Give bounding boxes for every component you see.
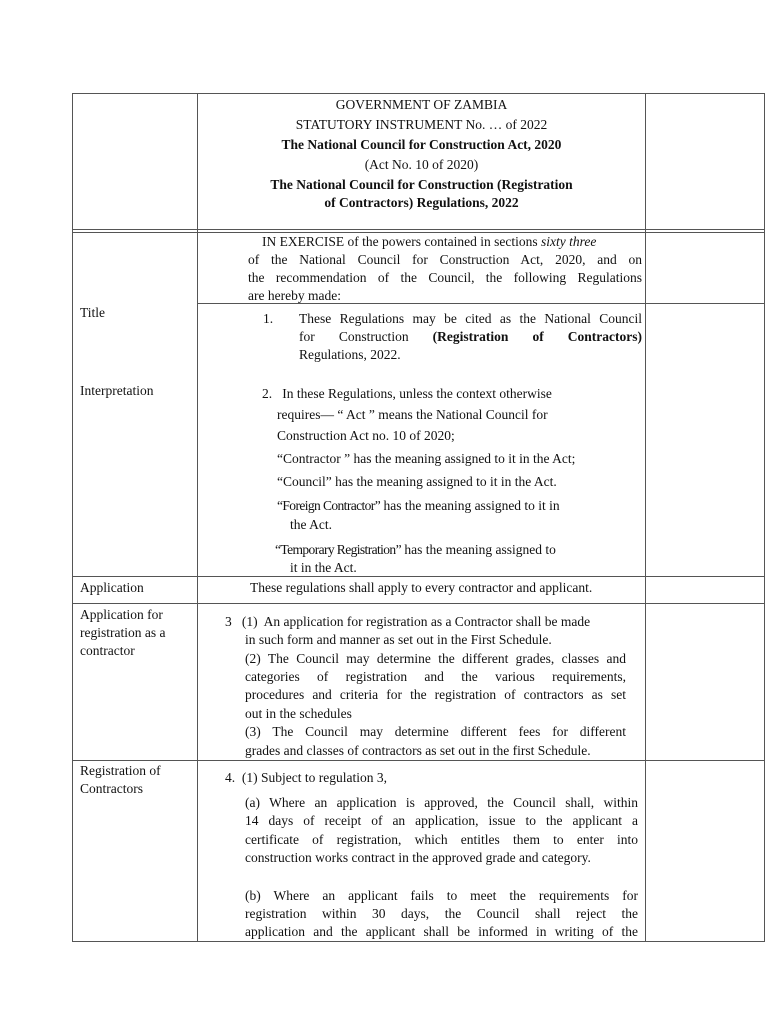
- preamble-line-1: IN EXERCISE of the powers contained in sections sixty three: [262, 234, 597, 249]
- preamble-line-3: the recommendation of the Council, the following Regulations: [248, 270, 642, 285]
- header-statutory-instrument: STATUTORY INSTRUMENT No. … of 2022: [295, 117, 548, 132]
- row-divider-app-reg: [72, 603, 765, 604]
- interpretation-line-2: requires— “ Act ” means the National Council for: [277, 407, 548, 422]
- registration-a-line-1: (a) Where an application is approved, the Council shall, within: [245, 795, 638, 810]
- app-reg-line-7: (3) The Council may determine different fees for different: [245, 724, 626, 739]
- margin-label-app-reg-2: registration as a: [80, 625, 166, 640]
- app-reg-line-1: 3 (1) An application for registration as a Contractor shall be made: [225, 614, 591, 629]
- interpretation-line-9: it in the Act.: [290, 560, 357, 575]
- app-reg-line-6: out in the schedules: [245, 706, 352, 721]
- registration-b-line-3: application and the applicant shall be informed in writing of the: [245, 924, 638, 939]
- table-border-right: [764, 93, 765, 942]
- preamble-line-2: of the National Council for Construction Act, 2020, and on: [248, 252, 642, 267]
- interpretation-line-3: Construction Act no. 10 of 2020;: [277, 428, 455, 443]
- header-act-name: The National Council for Construction Act, 2020: [281, 137, 562, 152]
- table-border-left: [72, 93, 73, 942]
- app-reg-line-4: categories of registration and the various requirements,: [245, 669, 626, 684]
- section-title-number: 1.: [263, 311, 274, 326]
- header-act-number: (Act No. 10 of 2020): [364, 157, 479, 172]
- interpretation-line-6: “Foreign Contractor” has the meaning assigned to it in: [277, 498, 560, 513]
- margin-label-application: Application: [80, 580, 144, 595]
- interpretation-line-8: “Temporary Registration” has the meaning assigned to: [275, 542, 556, 557]
- section-title-line-1: These Regulations may be cited as the National Council: [299, 311, 642, 326]
- margin-label-registration-1: Registration of: [80, 763, 161, 778]
- section-title-line-2: for Construction (Registration of Contractors): [299, 329, 642, 344]
- margin-label-app-reg-3: contractor: [80, 643, 135, 658]
- section-application-text: These regulations shall apply to every contractor and applicant.: [250, 580, 593, 595]
- header-regulations-title-1: The National Council for Construction (Registration: [270, 177, 573, 192]
- registration-a-line-3: certificate of registration, which entitles them to enter into: [245, 832, 638, 847]
- app-reg-line-8: grades and classes of contractors as set out in the first Schedule.: [245, 743, 591, 758]
- section-title-line-3: Regulations, 2022.: [299, 347, 401, 362]
- registration-b-line-1: (b) Where an applicant fails to meet the requirements for: [245, 888, 638, 903]
- margin-label-title: Title: [80, 305, 106, 320]
- table-border-top: [72, 93, 765, 94]
- row-divider-header: [72, 229, 765, 230]
- app-reg-line-2: in such form and manner as set out in the First Schedule.: [245, 632, 552, 647]
- table-border-col2: [645, 93, 646, 942]
- margin-label-interpretation: Interpretation: [80, 383, 154, 398]
- app-reg-line-5: procedures and criteria for the registration of contractors as set: [245, 687, 626, 702]
- header-government: GOVERNMENT OF ZAMBIA: [335, 97, 508, 112]
- row-divider-application: [72, 576, 765, 577]
- margin-label-app-reg-1: Application for: [80, 607, 163, 622]
- registration-b-line-2: registration within 30 days, the Council shall reject the: [245, 906, 638, 921]
- header-regulations-title-2: of Contractors) Regulations, 2022: [324, 195, 519, 210]
- preamble-line-4: are hereby made:: [248, 288, 341, 303]
- registration-a-line-4: construction works contract in the approved grade and category.: [245, 850, 591, 865]
- margin-label-registration-2: Contractors: [80, 781, 143, 796]
- registration-line-1: 4. (1) Subject to regulation 3,: [225, 770, 387, 785]
- interpretation-line-4: “Contractor ” has the meaning assigned to it in the Act;: [277, 451, 576, 466]
- table-border-col1: [197, 93, 198, 942]
- interpretation-line-5: “Council” has the meaning assigned to it in the Act.: [277, 474, 557, 489]
- interpretation-line-1: 2. In these Regulations, unless the context otherwise: [262, 386, 552, 401]
- interpretation-line-7: the Act.: [290, 517, 332, 532]
- app-reg-line-3: (2) The Council may determine the different grades, classes and: [245, 651, 626, 666]
- registration-a-line-2: 14 days of receipt of an application, issue to the applicant a: [245, 813, 638, 828]
